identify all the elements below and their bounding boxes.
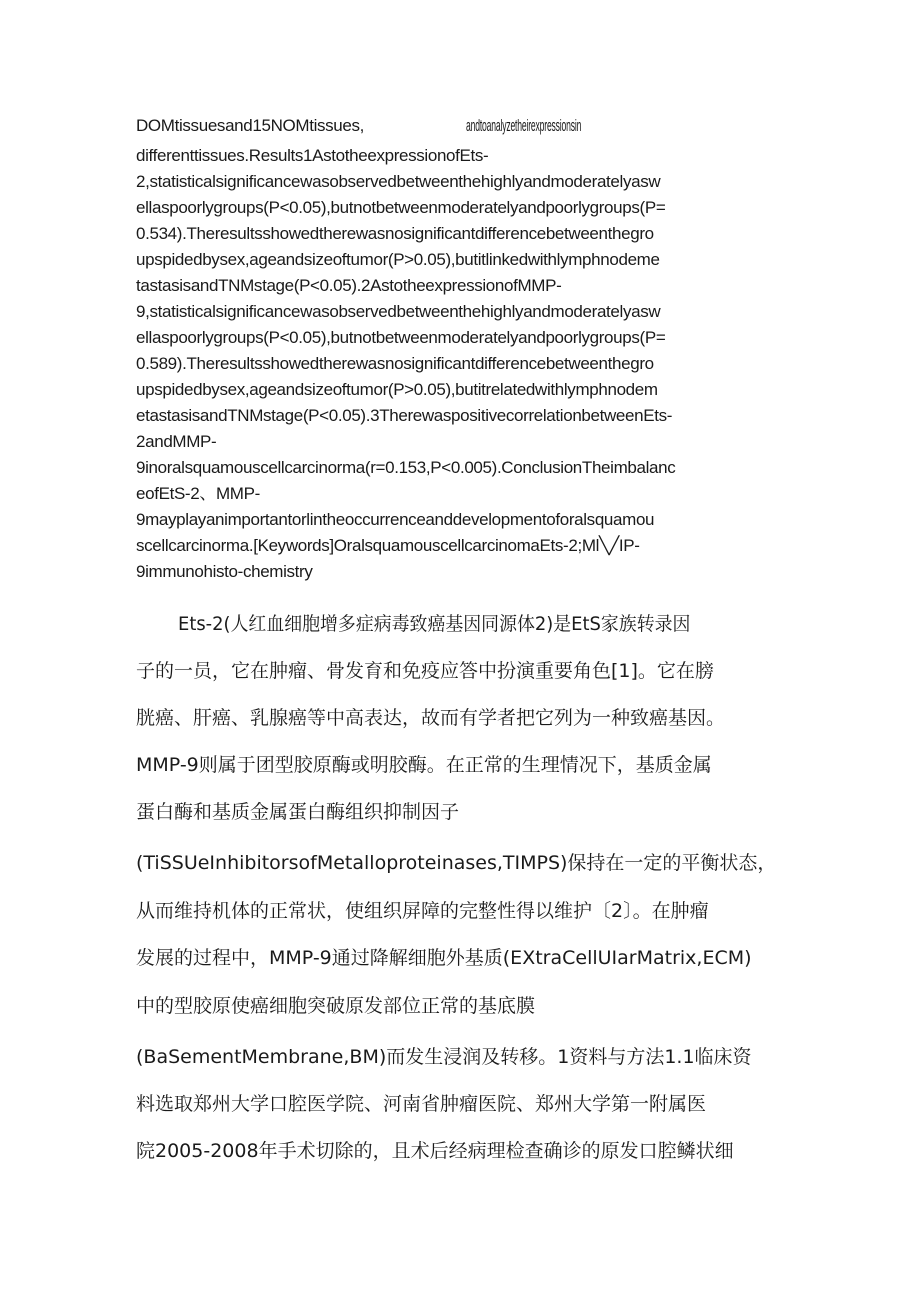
body-paragraph-line: 蛋白酶和基质金属蛋白酶组织抑制因子 [136,801,460,823]
abstract-line: DOMtissuesand15NOMtissues, [136,116,365,135]
body-paragraph-line: Ets-2(人红血细胞增多症病毒致癌基因同源体2)是EtS家族转录因 [178,613,691,635]
body-paragraph-line: 子的一员，它在肿瘤、骨发育和免疫应答中扮演重要角色[1]。它在膀 [136,660,714,682]
body-paragraph-line: (BaSementMembrane,BM)而发生浸润及转移。1资料与方法1.1临床资 [136,1046,752,1068]
body-paragraph-line: 中的型胶原使癌细胞突破原发部位正常的基底膜 [136,995,536,1017]
body-paragraph-line: (TiSSUeInhibitorsofMetalloproteinases,TIMPS)保持在一定的平衡状态， [136,852,777,874]
body-paragraph-line: 从而维持机体的正常状，使组织屏障的完整性得以维护〔2〕。在肿瘤 [136,900,709,922]
abstract-line: 9mayplayanimportantorlintheoccurrenceanddevelopmentoforalsquamou [136,510,655,529]
abstract-line: 9immunohisto-chemistry [136,562,313,581]
abstract-line: scellcarcinorma.[Keywords]OralsquamouscellcarcinomaEts-2;Ml╲╱IP- [136,536,640,555]
abstract-line: upspidedbysex,ageandsizeoftumor(P>0.05),butitrelatedwithlymphnodem [136,380,658,399]
body-paragraph-line: MMP-9则属于团型胶原酶或明胶酶。在正常的生理情况下，基质金属 [136,754,712,776]
abstract-line: andtoanalyzetheirexpressionsin [466,116,582,135]
abstract-line: ellaspoorlygroups(P<0.05),butnotbetweenmoderatelyandpoorlygroups(P= [136,328,666,347]
abstract-line: 2andMMP- [136,432,217,451]
abstract-line: 0.534).Theresultsshowedtherewasnosignificantdifferencebetweenthegro [136,224,654,243]
abstract-line: eofEtS-2、MMP- [136,484,260,503]
abstract-line: ellaspoorlygroups(P<0.05),butnotbetweenmoderatelyandpoorlygroups(P= [136,198,666,217]
abstract-line: tastasisandTNMstage(P<0.05).2AstotheexpressionofMMP- [136,276,562,295]
body-paragraph-line: 料选取郑州大学口腔医学院、河南省肿瘤医院、郑州大学第一附属医 [136,1093,707,1115]
body-paragraph-line: 发展的过程中，MMP-9通过降解细胞外基质(EXtraCellUIarMatrix,ECM) [136,947,752,969]
abstract-line: 9inoralsquamouscellcarcinorma(r=0.153,P<0.005).ConclusionTheimbalanc [136,458,676,477]
abstract-line: upspidedbysex,ageandsizeoftumor(P>0.05),butitlinkedwithlymphnodeme [136,250,660,269]
abstract-line: 2,statisticalsignificancewasobservedbetweenthehighlyandmoderatelyasw [136,172,661,191]
abstract-line: 0.589).Theresultsshowedtherewasnosignificantdifferencebetweenthegro [136,354,654,373]
body-paragraph-line: 院2005-2008年手术切除的，且术后经病理检查确诊的原发口腔鳞状细 [136,1140,734,1162]
abstract-line: 9,statisticalsignificancewasobservedbetweenthehighlyandmoderatelyasw [136,302,661,321]
abstract-line: differenttissues.Results1AstotheexpressionofEts- [136,146,489,165]
body-paragraph-line: 胱癌、肝癌、乳腺癌等中高表达，故而有学者把它列为一种致癌基因。 [136,707,726,729]
abstract-line: etastasisandTNMstage(P<0.05).3TherewaspositivecorrelationbetweenEts- [136,406,673,425]
